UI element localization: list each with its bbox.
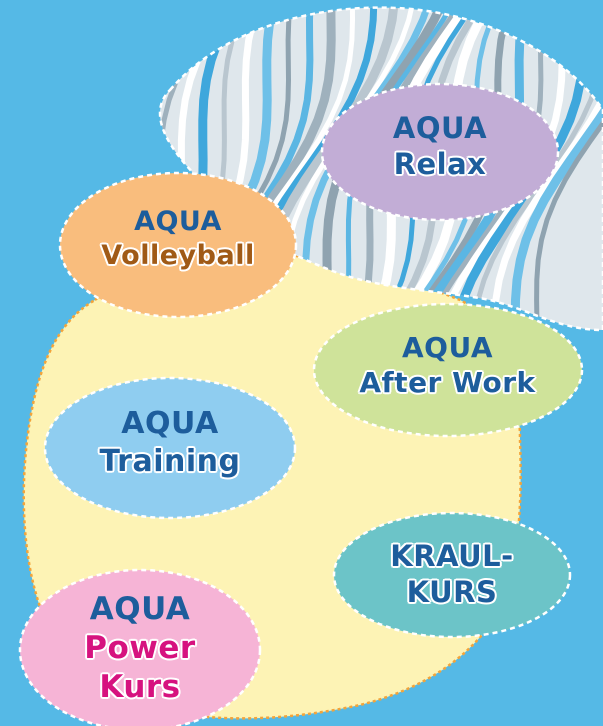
label-kraul-line1: KRAUL-: [390, 539, 514, 573]
label-training-line1: AQUA: [121, 406, 219, 441]
label-power-line3: Kurs: [99, 668, 181, 705]
label-power-line2: Power: [84, 629, 196, 666]
label-volleyball-line2: Volleyball: [101, 239, 255, 271]
label-afterwork: [340, 330, 555, 400]
label-power-line1: AQUA: [89, 591, 191, 627]
label-relax: [350, 110, 530, 183]
label-training: [75, 405, 265, 480]
label-training-line2: Training: [99, 443, 241, 479]
label-kraul-line2: KURS: [406, 575, 498, 610]
label-relax-line1: AQUA: [392, 111, 488, 145]
label-afterwork-line2: After Work: [359, 366, 536, 399]
label-afterwork-line1: AQUA: [401, 331, 494, 364]
label-volleyball-line1: AQUA: [134, 206, 222, 237]
label-kraul: [362, 538, 542, 611]
label-power: [50, 590, 230, 706]
label-relax-line2: Relax: [393, 147, 487, 182]
label-volleyball: [78, 205, 278, 273]
